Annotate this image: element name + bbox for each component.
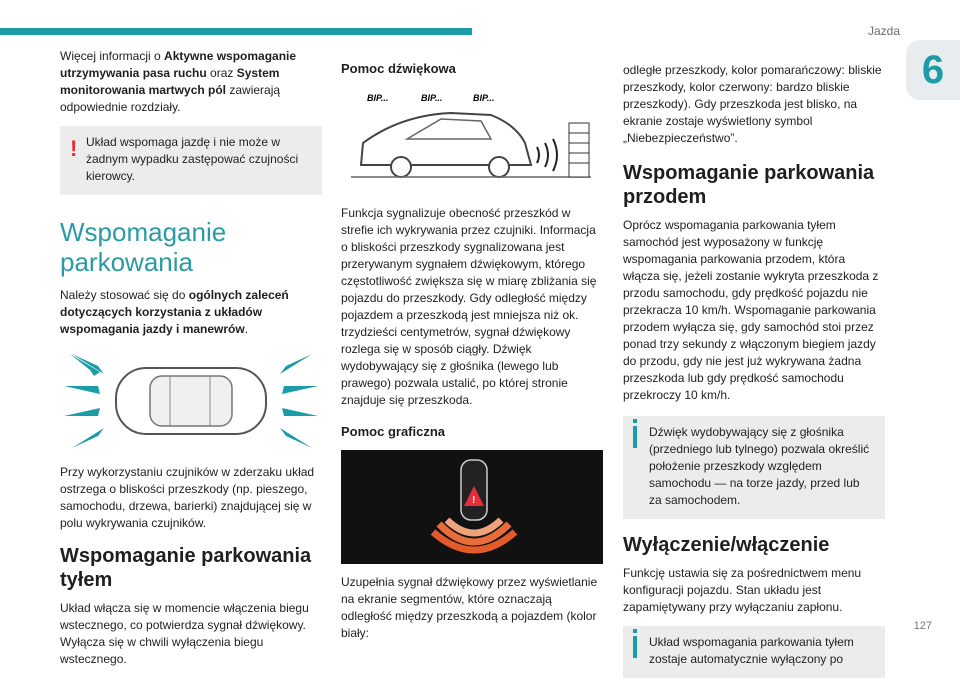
bold-guidance: ogólnych zaleceń dotyczących korzystania z układów wspomagania jazdy i manewrów bbox=[60, 288, 289, 336]
column-3 bbox=[623, 62, 885, 686]
link-lane-assist: Aktywne wspomaganie utrzymywania pasa ruchu bbox=[60, 49, 297, 80]
text: Więcej informacji o bbox=[60, 49, 165, 63]
wall-icon bbox=[569, 123, 589, 177]
chapter-tab: 6 bbox=[906, 40, 960, 100]
bip-label: BIP... bbox=[473, 93, 495, 103]
info-text: Dźwięk wydobywający się z głośnika (przedniego lub tylnego) pozwala określić położenie przeszkody względem samochodu — na torze jazdy, przed lub za samochodem. bbox=[649, 425, 870, 507]
intro-paragraph bbox=[60, 48, 322, 116]
rear-paragraph: Układ włącza się w momencie włączenia biegu wstecznego, co potwierdza sygnał dźwiękowy. Wyłącza się w chwili wyłączenia biegu wstecznego. bbox=[60, 601, 309, 666]
exclamation-icon: ! bbox=[70, 136, 78, 161]
info-text: Układ wspomagania parkowania tyłem zostaje automatycznie wyłączony po bbox=[649, 635, 854, 666]
info-icon bbox=[633, 636, 637, 658]
svg-text:!: ! bbox=[472, 495, 476, 506]
heading-graphic: Pomoc graficzna bbox=[341, 424, 446, 439]
info-box bbox=[623, 626, 885, 678]
car-top-view-icon bbox=[116, 368, 266, 434]
text: zawierają odpowiednie rozdziały. bbox=[60, 83, 281, 114]
guidance-paragraph bbox=[60, 287, 322, 338]
audio-diagram bbox=[341, 87, 603, 187]
graphic-display bbox=[341, 450, 603, 564]
heading-parking-assist: Wspomaganie parkowania bbox=[60, 217, 227, 277]
heading-rear-assist: Wspomaganie parkowania tyłem bbox=[60, 545, 312, 591]
info-icon bbox=[633, 426, 637, 448]
page-number: 127 bbox=[913, 620, 932, 632]
sensor-diagram bbox=[60, 346, 322, 456]
front-paragraph: Oprócz wspomagania parkowania tyłem samochód jest wyposażony w funkcję wspomagania parkowania przodem, która włącza się, jeżeli zostanie wykryta przeszkoda z przodu samochodu, gdy prędkość pojazdu nie przekracza 10 km/h. Wspomaganie parkowania przodem wyłącza się, gdy samochód stoi przez ponad trzy sekundy z włączonym biegiem jazdy do przodu, gdy nie jest już wykrywana żadna przeszkoda lub gdy prędkość samochodu przekroczy 10 km/h. bbox=[623, 218, 879, 402]
heading-onoff: Wyłączenie/włączenie bbox=[623, 534, 830, 556]
sound-waves-icon bbox=[537, 139, 557, 171]
graphic-paragraph: Uzupełnia sygnał dźwiękowy przez wyświetlanie na ekranie segmentów, które oznaczają odległość między przeszkodą a pojazdem (kolor biały: bbox=[341, 575, 598, 640]
warning-text: Układ wspomaga jazdę i nie może w żadnym wypadku zastępować czujności kierowcy. bbox=[86, 135, 299, 183]
onoff-paragraph: Funkcję ustawia się za pośrednictwem menu konfiguracji pojazdu. Stan układu jest zapamiętywany przy wyłączaniu zapłonu. bbox=[623, 566, 862, 614]
column-1 bbox=[60, 48, 322, 668]
heading-audio: Pomoc dźwiękowa bbox=[341, 61, 456, 76]
audio-paragraph: Funkcja sygnalizuje obecność przeszkód w strefie ich wykrywania przez czujniki. Informacja o bliskości przeszkody sygnalizowana jest przerywanym sygnałem dźwiękowym, którego częstotliwość zwiększa się w miarę zbliżania się pojazdu do przeszkody. Gdy odległość między pojazdem a przeszkodą jest mniejsza niż ok. trzydzieści centymetrów, sygnał dźwiękowy rozlega się w sposób ciągły. Dźwięk wydobywający się z głośnika (lewego lub prawego) pozwala ustalić, po której stronie znajduje się przeszkoda. bbox=[341, 206, 597, 407]
text: oraz bbox=[206, 66, 237, 80]
top-accent-bar bbox=[0, 28, 472, 35]
column-2 bbox=[341, 48, 603, 642]
section-title: Jazda bbox=[867, 24, 900, 38]
link-blind-spot: System monitorowania martwych pól bbox=[60, 66, 280, 97]
warning-box bbox=[60, 126, 322, 195]
sensor-paragraph: Przy wykorzystaniu czujników w zderzaku układ ostrzega o bliskości przeszkody (np. pieszego, samochodu, drzewa, barierki) znajdującej się w polu wykrywania czujników. bbox=[60, 465, 315, 530]
car-display-icon bbox=[461, 460, 487, 520]
bip-label: BIP... bbox=[421, 93, 443, 103]
text: Należy stosować się do bbox=[60, 288, 189, 302]
info-box bbox=[623, 416, 885, 519]
continued-paragraph: odległe przeszkody, kolor pomarańczowy: bliskie przeszkody, kolor czerwony: bardzo bliskie przeszkody). Gdy przeszkoda jest blisko, na ekranie zostaje wyświetlony symbol „Niebezpieczeństwo”. bbox=[623, 63, 882, 145]
bip-label: BIP... bbox=[367, 93, 389, 103]
text: . bbox=[244, 322, 249, 336]
heading-front-assist: Wspomaganie parkowania przodem bbox=[623, 162, 875, 208]
